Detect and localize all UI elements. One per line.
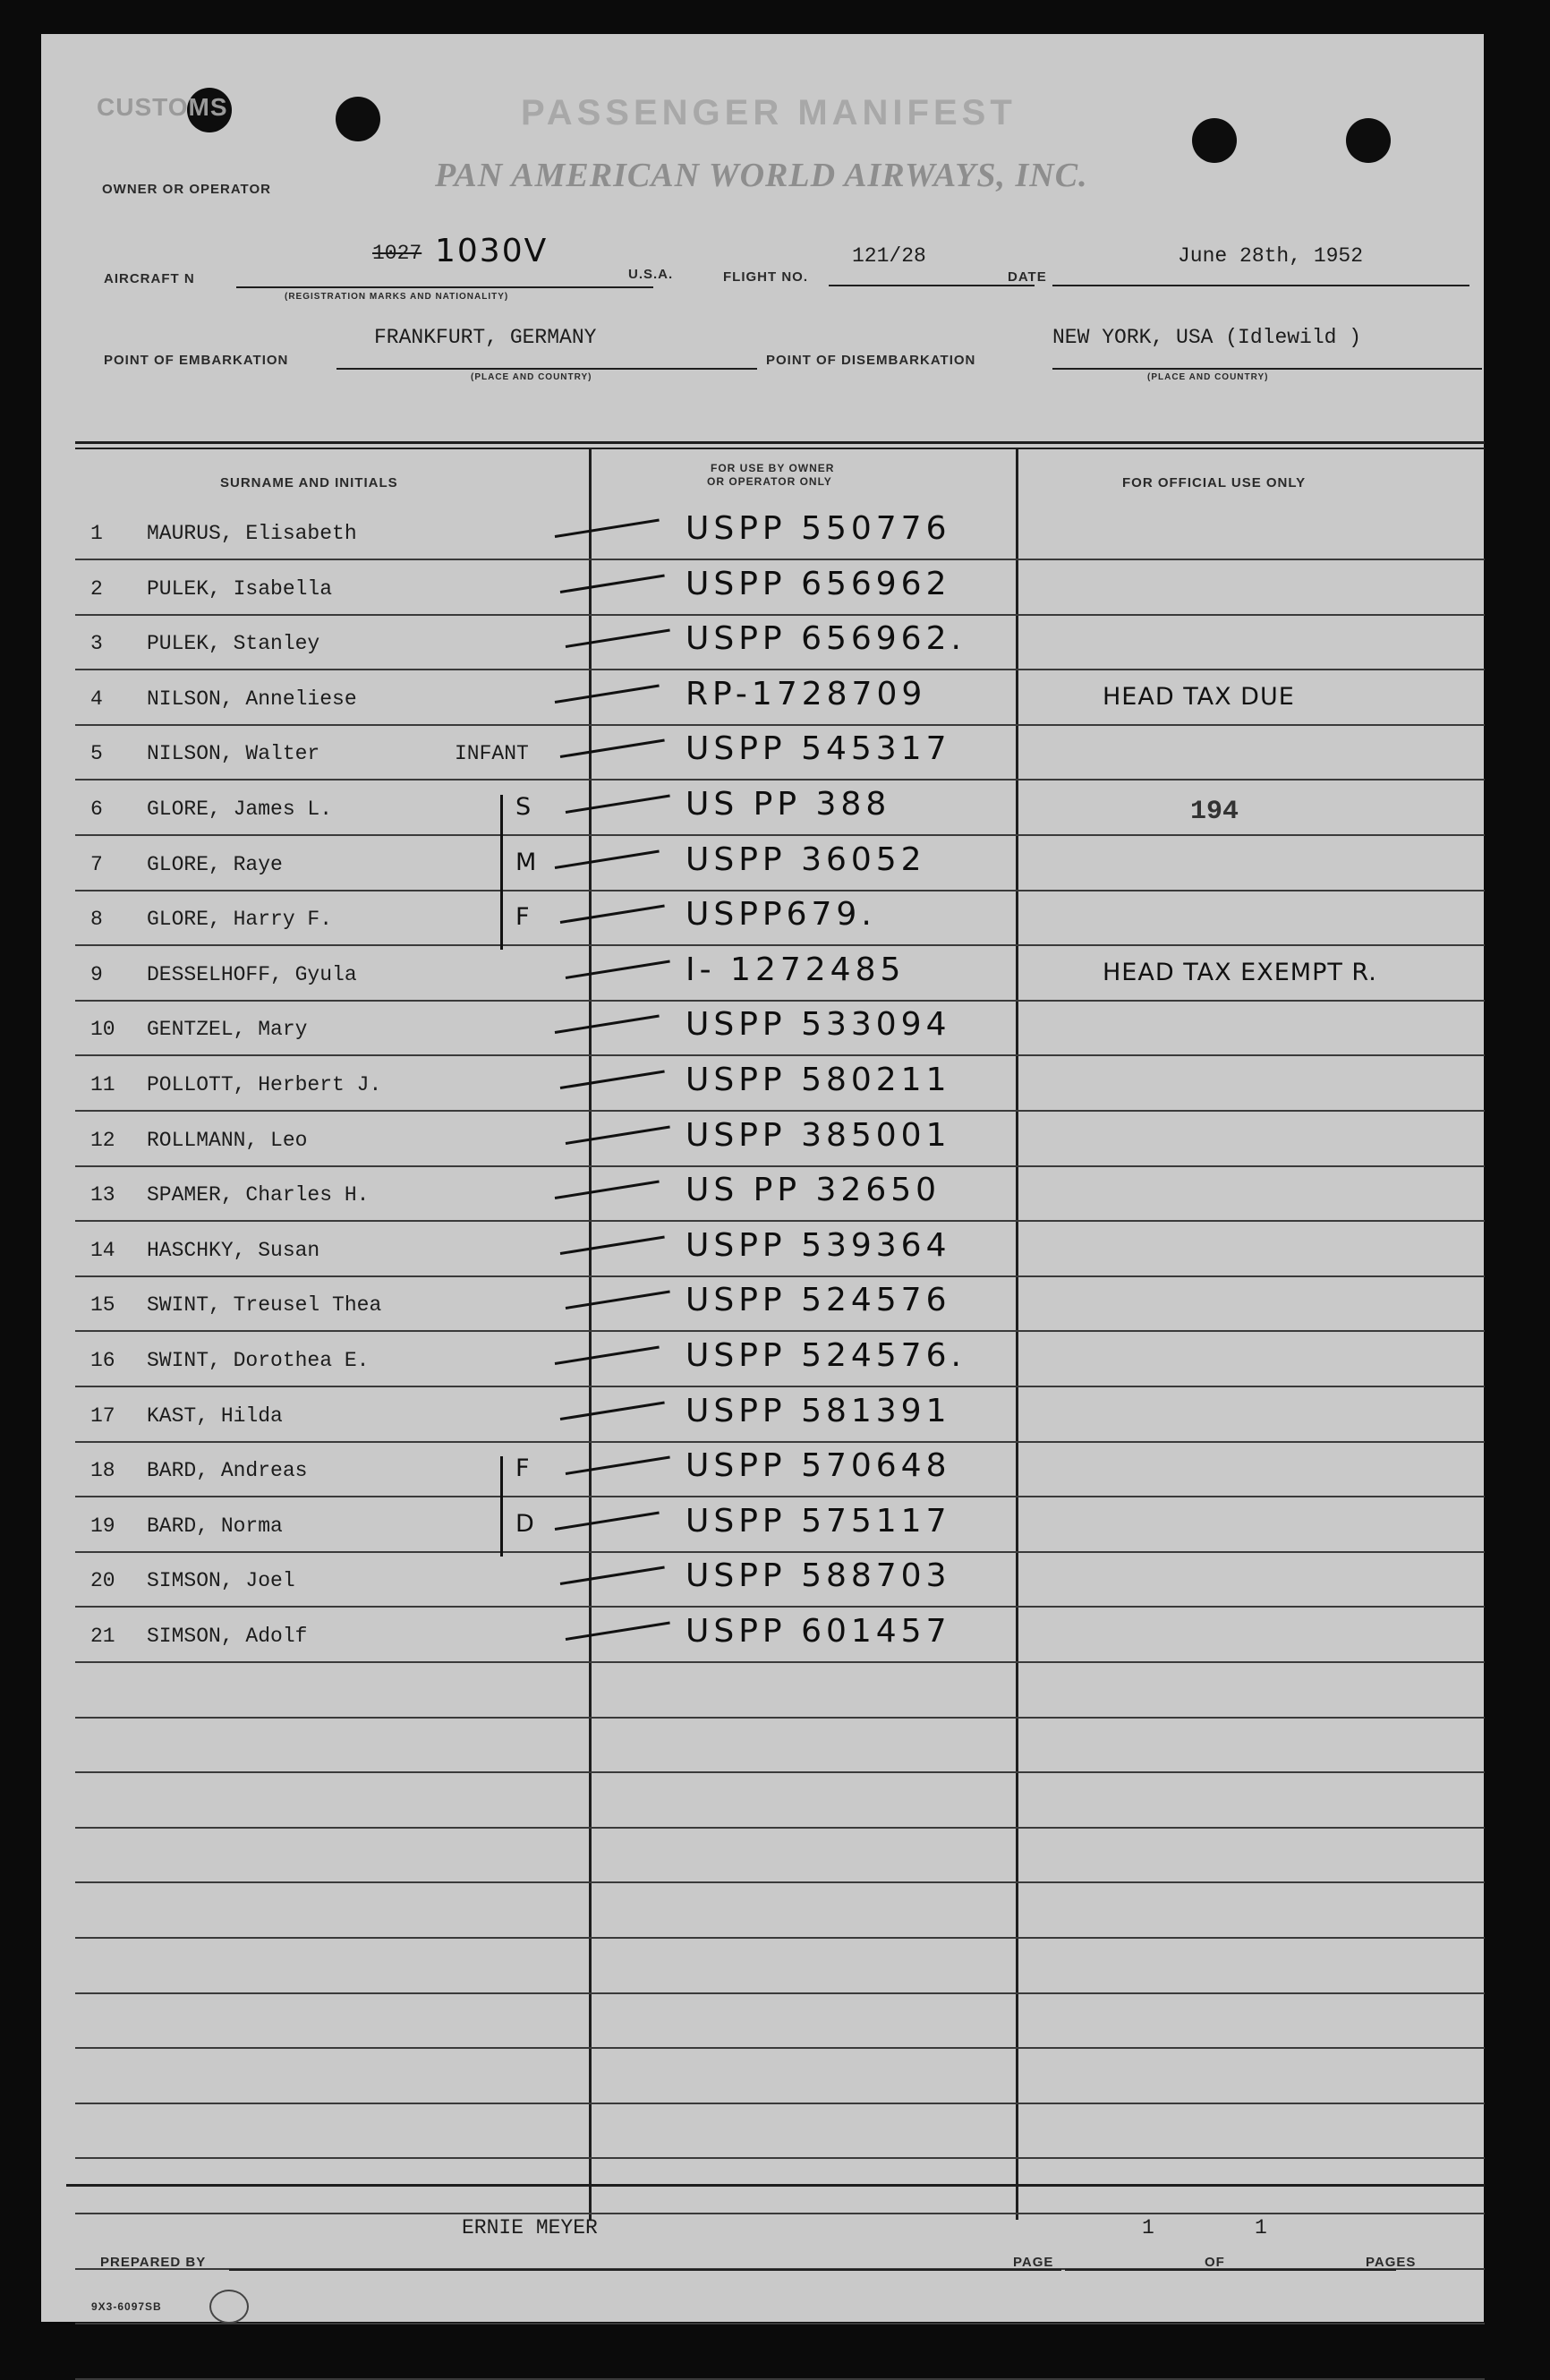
check-mark — [560, 905, 665, 924]
check-mark — [566, 629, 670, 648]
official-note: 194 — [1190, 797, 1239, 827]
embark-caption: (PLACE AND COUNTRY) — [471, 372, 592, 382]
family-marker: D — [515, 1509, 535, 1538]
check-mark — [560, 1071, 665, 1089]
passenger-name: POLLOTT, Herbert J. — [147, 1073, 382, 1096]
customs-stamp: CUSTOMS — [97, 93, 228, 121]
row-number: 21 — [90, 1625, 115, 1648]
check-mark — [566, 1456, 670, 1475]
table-row — [41, 1337, 1484, 1400]
table-row — [41, 1226, 1484, 1290]
page-count: 1 — [1255, 2216, 1267, 2239]
aircraft-label: AIRCRAFT N — [104, 271, 195, 286]
row-rule — [75, 1771, 1485, 1773]
prepared-rule — [229, 2269, 1061, 2271]
passenger-name: HASCHKY, Susan — [147, 1238, 320, 1262]
row-rule — [75, 2213, 1485, 2214]
passenger-name: PULEK, Stanley — [147, 632, 320, 656]
row-number: 4 — [90, 687, 103, 711]
family-marker: M — [515, 848, 538, 876]
date-label: DATE — [1008, 269, 1047, 285]
flight-label: FLIGHT NO. — [723, 269, 808, 285]
row-rule — [75, 2047, 1485, 2049]
row-number: 9 — [90, 962, 103, 986]
passport-number: USPP 550776 — [686, 510, 951, 547]
operator-name: PAN AMERICAN WORLD AIRWAYS, INC. — [435, 157, 1088, 194]
passenger-name: GLORE, James L. — [147, 798, 333, 821]
check-mark — [555, 1181, 660, 1199]
table-row — [41, 786, 1484, 849]
passport-number: USPP 575117 — [686, 1502, 951, 1540]
row-number: 15 — [90, 1293, 115, 1318]
passport-number: USPP679. — [686, 896, 876, 934]
punch-hole — [336, 97, 380, 141]
family-bracket — [500, 1456, 503, 1557]
passport-number: USPP 570648 — [686, 1447, 951, 1485]
passenger-name: KAST, Hilda — [147, 1403, 283, 1428]
check-mark — [566, 1291, 670, 1309]
table-row — [41, 1392, 1484, 1455]
passenger-name: SWINT, Dorothea E. — [147, 1349, 370, 1372]
row-number: 19 — [90, 1514, 115, 1538]
passenger-name: GLORE, Harry F. — [147, 908, 333, 932]
family-marker: F — [515, 1454, 531, 1483]
passenger-name: SIMSON, Joel — [147, 1569, 295, 1593]
passport-number: USPP 656962 — [686, 565, 951, 602]
column-header-owner-1: FOR USE BY OWNER — [711, 462, 835, 474]
aircraft-rule — [236, 286, 653, 288]
check-mark — [555, 849, 660, 868]
row-rule — [75, 2103, 1485, 2104]
of-label: OF — [1205, 2255, 1225, 2270]
row-rule — [75, 2157, 1485, 2159]
table-row — [41, 951, 1484, 1014]
check-mark — [560, 1235, 665, 1254]
passport-number: USPP 539364 — [686, 1226, 951, 1264]
table-bottom-rule — [66, 2184, 1485, 2187]
row-number: 20 — [90, 1569, 115, 1593]
official-note: HEAD TAX DUE — [1103, 682, 1295, 711]
table-row — [41, 620, 1484, 683]
table-row — [41, 1557, 1484, 1620]
passenger-name: PULEK, Isabella — [147, 576, 333, 601]
table-top-rule-2 — [75, 448, 1485, 449]
family-marker: S — [515, 793, 532, 821]
row-number: 11 — [90, 1073, 115, 1096]
owner-label: OWNER OR OPERATOR — [102, 182, 271, 197]
passenger-name: MAURUS, Elisabeth — [147, 522, 357, 545]
family-bracket — [500, 795, 503, 950]
row-number: 2 — [90, 576, 103, 601]
embark-rule — [336, 368, 757, 370]
table-row — [41, 730, 1484, 793]
form-code: 9X3-6097SB — [91, 2300, 162, 2313]
disembark-label: POINT OF DISEMBARKATION — [766, 353, 976, 368]
passenger-name: GLORE, Raye — [147, 852, 283, 876]
row-number: 1 — [90, 522, 103, 545]
table-row — [41, 1282, 1484, 1344]
passport-number: US PP 388 — [686, 786, 891, 823]
page-number: 1 — [1142, 2216, 1154, 2239]
official-note: HEAD TAX EXEMPT R. — [1103, 958, 1377, 986]
passenger-name: SWINT, Treusel Thea — [147, 1293, 382, 1318]
check-mark — [555, 684, 660, 703]
passenger-name: BARD, Andreas — [147, 1459, 308, 1483]
check-mark — [566, 1125, 670, 1144]
passenger-note: INFANT — [455, 742, 529, 766]
row-number: 6 — [90, 798, 103, 821]
passenger-name: ROLLMANN, Leo — [147, 1128, 308, 1152]
table-row — [41, 896, 1484, 959]
table-row — [41, 510, 1484, 573]
disembark-caption: (PLACE AND COUNTRY) — [1147, 372, 1269, 382]
aircraft-number: 1030V — [435, 233, 549, 269]
passport-number: USPP 36052 — [686, 840, 926, 878]
prepared-by: ERNIE MEYER — [462, 2216, 598, 2239]
pages-label: PAGES — [1366, 2255, 1417, 2270]
flight-date: June 28th, 1952 — [1178, 244, 1364, 268]
row-rule — [75, 1992, 1485, 1994]
passport-number: USPP 581391 — [686, 1392, 951, 1429]
date-rule — [1052, 285, 1469, 286]
row-rule — [75, 1937, 1485, 1939]
check-mark — [560, 739, 665, 758]
passport-number: US PP 32650 — [686, 1172, 941, 1209]
passport-number: USPP 588703 — [686, 1557, 951, 1595]
row-number: 12 — [90, 1128, 115, 1152]
row-number: 17 — [90, 1403, 115, 1428]
aircraft-struck: 1027 — [372, 242, 422, 265]
row-number: 7 — [90, 852, 103, 876]
row-number: 16 — [90, 1349, 115, 1372]
row-rule — [75, 1881, 1485, 1883]
table-row — [41, 565, 1484, 628]
manifest-sheet — [41, 34, 1484, 2322]
table-row — [41, 1502, 1484, 1565]
row-rule — [75, 1827, 1485, 1829]
passport-number: USPP 533094 — [686, 1006, 951, 1044]
table-row — [41, 675, 1484, 738]
table-row — [41, 1172, 1484, 1234]
disembark-rule — [1052, 368, 1482, 370]
table-row — [41, 840, 1484, 904]
punch-hole — [1346, 118, 1391, 163]
column-header-owner-2: OR OPERATOR ONLY — [707, 475, 832, 488]
row-rule — [75, 1717, 1485, 1719]
aircraft-caption: (REGISTRATION MARKS AND NATIONALITY) — [285, 292, 509, 302]
passport-number: USPP 524576. — [686, 1337, 966, 1374]
passport-number: USPP 545317 — [686, 730, 951, 768]
passenger-name: NILSON, Anneliese — [147, 687, 357, 711]
row-number: 8 — [90, 908, 103, 932]
passenger-name: SPAMER, Charles H. — [147, 1183, 370, 1207]
row-number: 10 — [90, 1018, 115, 1042]
passport-number: USPP 524576 — [686, 1282, 951, 1319]
passenger-name: NILSON, Walter — [147, 742, 320, 766]
column-header-surname: SURNAME AND INITIALS — [220, 475, 398, 491]
page-title: PASSENGER MANIFEST — [521, 93, 1017, 132]
check-mark — [555, 1346, 660, 1365]
passport-number: I- 1272485 — [686, 951, 906, 988]
passenger-name: SIMSON, Adolf — [147, 1625, 308, 1648]
passport-number: USPP 580211 — [686, 1062, 951, 1098]
prepared-label: PREPARED BY — [100, 2255, 207, 2270]
row-number: 18 — [90, 1459, 115, 1483]
check-mark — [555, 519, 660, 538]
passenger-name: GENTZEL, Mary — [147, 1018, 308, 1042]
check-mark — [560, 574, 665, 593]
passport-number: USPP 601457 — [686, 1613, 951, 1650]
table-row — [41, 1062, 1484, 1124]
embark-value: FRANKFURT, GERMANY — [374, 326, 597, 349]
check-mark — [555, 1015, 660, 1034]
flight-number: 121/28 — [852, 244, 926, 268]
table-row — [41, 1116, 1484, 1180]
passport-number: RP-1728709 — [686, 675, 927, 712]
passenger-name: DESSELHOFF, Gyula — [147, 962, 357, 986]
row-number: 13 — [90, 1183, 115, 1207]
punch-hole — [1192, 118, 1237, 163]
usa-label: U.S.A. — [628, 267, 674, 282]
row-number: 14 — [90, 1238, 115, 1262]
table-top-rule — [75, 441, 1485, 444]
union-label-stamp — [209, 2290, 249, 2324]
table-row — [41, 1613, 1484, 1676]
row-number: 3 — [90, 632, 103, 656]
passenger-name: BARD, Norma — [147, 1514, 283, 1538]
column-header-official: FOR OFFICIAL USE ONLY — [1122, 475, 1307, 491]
check-mark — [566, 795, 670, 814]
disembark-value: NEW YORK, USA (Idlewild ) — [1052, 326, 1362, 349]
check-mark — [560, 1566, 665, 1585]
check-mark — [555, 1511, 660, 1530]
page-label: PAGE — [1013, 2255, 1054, 2270]
embark-label: POINT OF EMBARKATION — [104, 353, 289, 368]
table-row — [41, 1447, 1484, 1510]
flight-rule — [829, 285, 1035, 286]
check-mark — [566, 960, 670, 978]
row-rule — [75, 2378, 1485, 2380]
row-number: 5 — [90, 742, 103, 766]
check-mark — [560, 1401, 665, 1420]
passport-number: USPP 656962. — [686, 620, 966, 658]
passport-number: USPP 385001 — [686, 1116, 951, 1154]
row-rule — [75, 2323, 1485, 2325]
family-marker: F — [515, 903, 531, 932]
table-row — [41, 1006, 1484, 1069]
check-mark — [566, 1622, 670, 1641]
